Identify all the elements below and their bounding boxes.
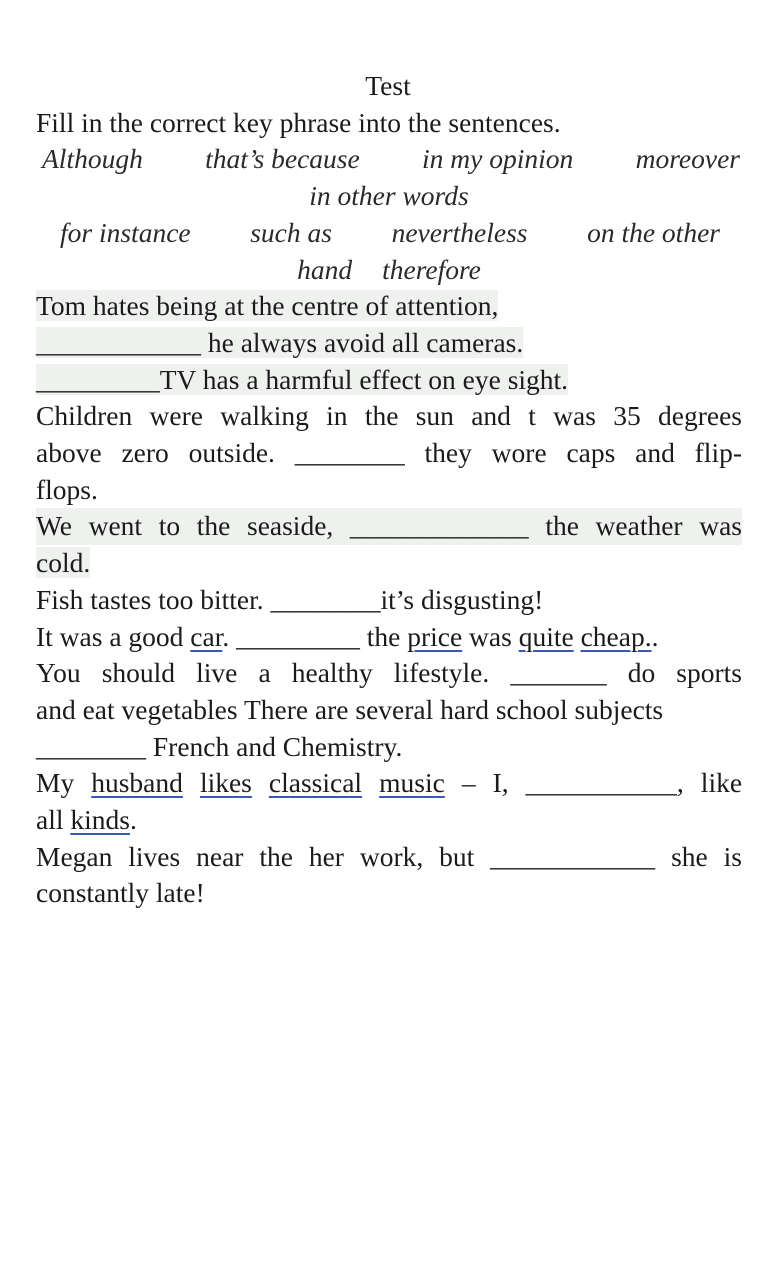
phrase-row	[36, 141, 742, 178]
spellcheck-word: classical	[268, 767, 363, 799]
phrase: in other words	[309, 180, 469, 212]
sentence-text: . _________ the	[222, 620, 408, 652]
sentence-line: We went to the seaside, _____________ the weather was	[36, 508, 742, 545]
phrase: Although	[42, 143, 143, 175]
sentence-text: – I, ___________, like	[444, 767, 743, 799]
sentence-text: Tom hates being at the centre of attention,	[36, 290, 499, 322]
phrase: moreover	[635, 143, 740, 175]
sentence-line: Children were walking in the sun and t was 35 degrees	[36, 400, 742, 432]
spellcheck-word: car	[190, 620, 223, 652]
phrase: therefore	[382, 253, 481, 285]
sentence-line: You should live a healthy lifestyle. _______ do sports	[36, 657, 742, 689]
sentence-text: My	[36, 767, 92, 799]
sentence-line: Megan lives near the her work, but ____________ she is	[36, 840, 742, 872]
sentence-line: flops.	[36, 473, 98, 505]
sentence-line: and eat vegetables There are several hard school subjects	[36, 693, 664, 725]
sentence-text: was	[462, 620, 519, 652]
sentence-line	[36, 288, 742, 325]
spellcheck-word: kinds	[70, 804, 130, 836]
sentence-line: ________ French and Chemistry.	[36, 730, 403, 762]
sentence-line	[36, 619, 742, 656]
phrase: on the other	[587, 216, 720, 248]
phrase: for instance	[60, 216, 191, 248]
sentence-line	[36, 362, 742, 399]
phrase: in my opinion	[422, 143, 574, 175]
key-phrase-bank	[36, 141, 742, 288]
sentence-text	[252, 767, 269, 798]
sentence-text: .	[129, 804, 137, 836]
spellcheck-word: cheap.	[580, 620, 652, 652]
sentence-line: Fish tastes too bitter. ________it’s disgusting!	[36, 583, 544, 615]
sentence-line: above zero outside. ________ they wore caps and flip-	[36, 437, 742, 469]
sentence-text: all	[36, 804, 71, 836]
sentence-text	[183, 767, 200, 798]
phrase-row	[36, 252, 742, 289]
sentence-text: ____________ he always avoid all cameras.	[36, 326, 524, 358]
phrase-row	[36, 215, 742, 252]
page-title: Test	[365, 70, 411, 101]
sentence-line: constantly late!	[36, 877, 205, 909]
spellcheck-word: music	[379, 767, 445, 799]
phrase-row	[36, 178, 742, 215]
spellcheck-word: husband	[91, 767, 183, 799]
sentence-line	[36, 765, 742, 802]
phrase: hand	[297, 253, 353, 285]
sentence-line	[36, 545, 742, 582]
sentence-text: It was a good	[36, 620, 191, 652]
sentence-text	[362, 767, 379, 798]
spellcheck-word: quite	[518, 620, 574, 652]
phrase: nevertheless	[391, 216, 528, 248]
sentence-text: .	[651, 620, 659, 652]
sentence-text: cold.	[36, 547, 91, 579]
sentence-text: _________TV has a harmful effect on eye sight.	[36, 363, 569, 395]
spellcheck-word: price	[407, 620, 463, 652]
phrase: such as	[250, 216, 332, 248]
worksheet	[36, 68, 742, 912]
sentence-line	[36, 325, 742, 362]
instruction: Fill in the correct key phrase into the sentences.	[36, 106, 561, 138]
phrase: that’s because	[205, 143, 360, 175]
sentence-line	[36, 802, 742, 839]
sentence-text	[574, 621, 581, 652]
spellcheck-word: likes	[199, 767, 252, 799]
